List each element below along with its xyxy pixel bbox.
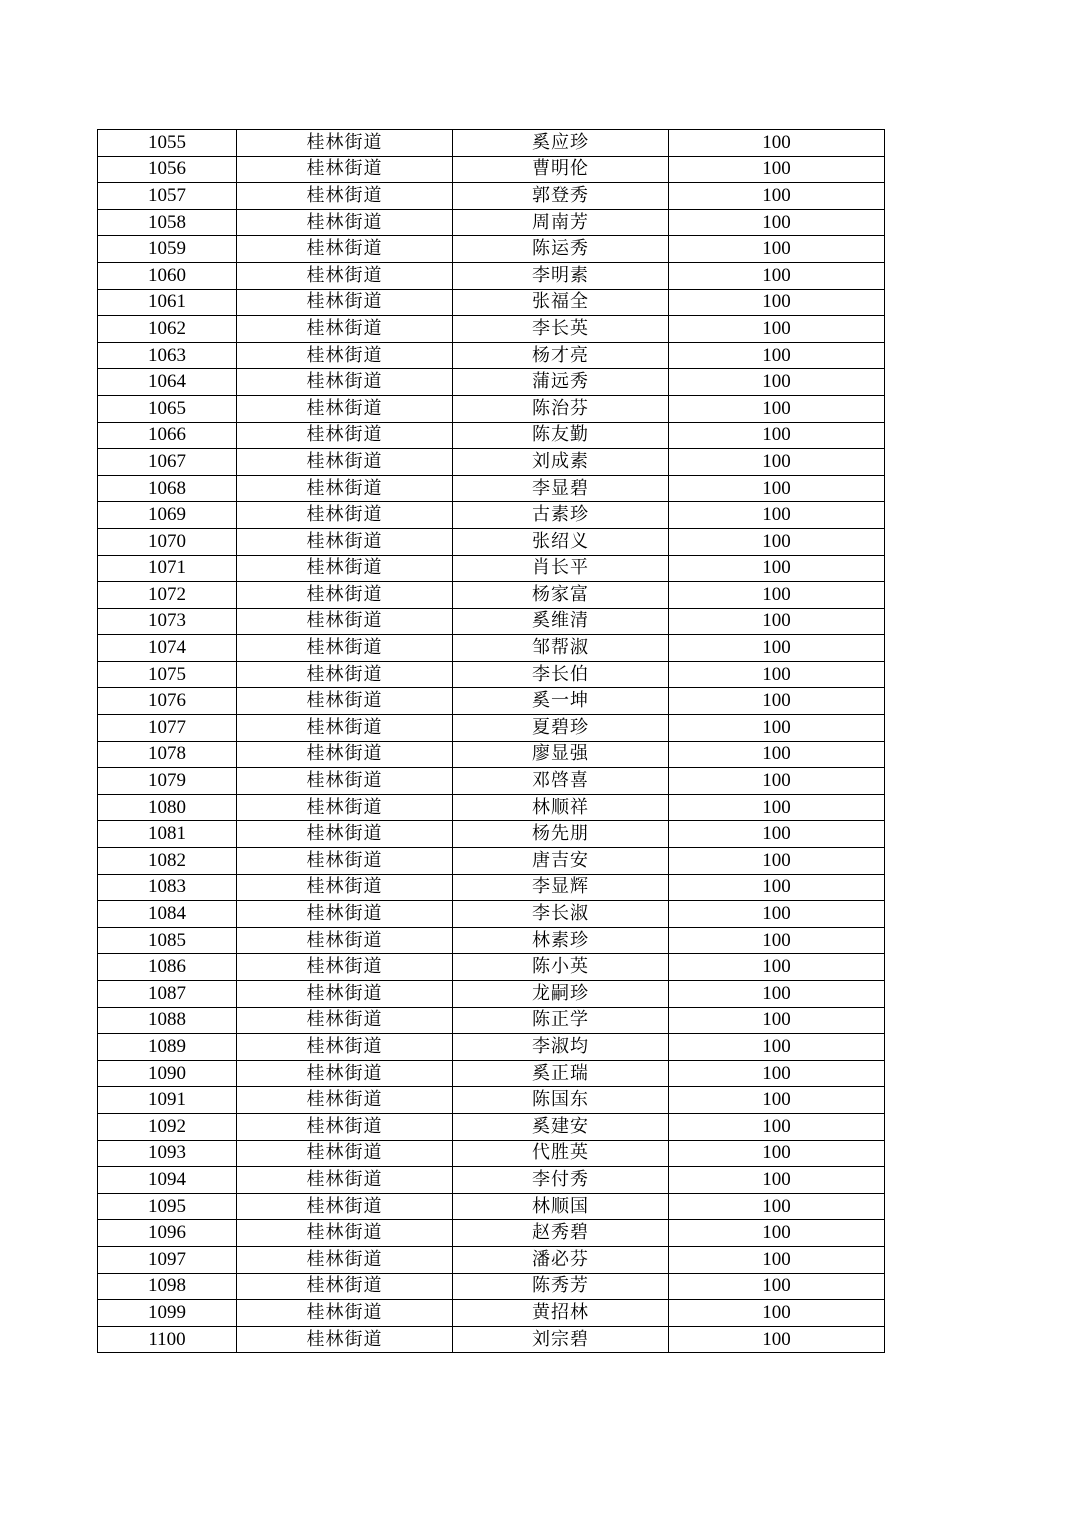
- cell-number: 1092: [98, 1113, 237, 1140]
- cell-name: 奚一坤: [453, 688, 669, 715]
- cell-street: 桂林街道: [237, 1007, 453, 1034]
- table-row: [98, 874, 885, 901]
- cell-amount: 100: [669, 794, 885, 821]
- cell-amount: 100: [669, 1113, 885, 1140]
- table-row: [98, 768, 885, 795]
- cell-number: 1100: [98, 1326, 237, 1353]
- table-row: [98, 475, 885, 502]
- cell-name: 李付秀: [453, 1167, 669, 1194]
- cell-name: 陈秀芳: [453, 1273, 669, 1300]
- cell-name: 陈治芬: [453, 395, 669, 422]
- cell-street: 桂林街道: [237, 1326, 453, 1353]
- cell-amount: 100: [669, 715, 885, 742]
- cell-amount: 100: [669, 342, 885, 369]
- cell-number: 1088: [98, 1007, 237, 1034]
- cell-street: 桂林街道: [237, 502, 453, 529]
- table-row: [98, 821, 885, 848]
- cell-number: 1097: [98, 1246, 237, 1273]
- cell-name: 刘成素: [453, 449, 669, 476]
- cell-number: 1069: [98, 502, 237, 529]
- table-row: [98, 954, 885, 981]
- cell-amount: 100: [669, 289, 885, 316]
- cell-amount: 100: [669, 422, 885, 449]
- table-row: [98, 981, 885, 1008]
- cell-name: 李显碧: [453, 475, 669, 502]
- cell-number: 1068: [98, 475, 237, 502]
- table-row: [98, 236, 885, 263]
- cell-street: 桂林街道: [237, 848, 453, 875]
- cell-name: 唐吉安: [453, 848, 669, 875]
- cell-amount: 100: [669, 768, 885, 795]
- cell-number: 1065: [98, 395, 237, 422]
- cell-street: 桂林街道: [237, 1193, 453, 1220]
- cell-number: 1072: [98, 582, 237, 609]
- cell-name: 肖长平: [453, 555, 669, 582]
- cell-street: 桂林街道: [237, 688, 453, 715]
- table-row: [98, 1113, 885, 1140]
- cell-number: 1075: [98, 661, 237, 688]
- cell-amount: 100: [669, 130, 885, 157]
- table-row: [98, 927, 885, 954]
- cell-street: 桂林街道: [237, 528, 453, 555]
- table-row: [98, 209, 885, 236]
- table-row: [98, 715, 885, 742]
- cell-name: 郭登秀: [453, 183, 669, 210]
- cell-street: 桂林街道: [237, 342, 453, 369]
- cell-amount: 100: [669, 821, 885, 848]
- cell-street: 桂林街道: [237, 741, 453, 768]
- cell-number: 1070: [98, 528, 237, 555]
- cell-amount: 100: [669, 395, 885, 422]
- cell-street: 桂林街道: [237, 449, 453, 476]
- cell-number: 1091: [98, 1087, 237, 1114]
- cell-amount: 100: [669, 1034, 885, 1061]
- cell-street: 桂林街道: [237, 1113, 453, 1140]
- cell-name: 曹明伦: [453, 156, 669, 183]
- cell-street: 桂林街道: [237, 794, 453, 821]
- cell-amount: 100: [669, 661, 885, 688]
- cell-name: 夏碧珍: [453, 715, 669, 742]
- cell-name: 黄招林: [453, 1300, 669, 1327]
- cell-amount: 100: [669, 1193, 885, 1220]
- table-row: [98, 794, 885, 821]
- cell-number: 1073: [98, 608, 237, 635]
- cell-amount: 100: [669, 156, 885, 183]
- table-body: [98, 130, 885, 1353]
- cell-number: 1095: [98, 1193, 237, 1220]
- cell-amount: 100: [669, 582, 885, 609]
- cell-number: 1090: [98, 1060, 237, 1087]
- cell-amount: 100: [669, 1060, 885, 1087]
- cell-street: 桂林街道: [237, 130, 453, 157]
- cell-name: 代胜英: [453, 1140, 669, 1167]
- table-row: [98, 1273, 885, 1300]
- cell-name: 陈友勤: [453, 422, 669, 449]
- table-row: [98, 741, 885, 768]
- cell-street: 桂林街道: [237, 209, 453, 236]
- cell-number: 1064: [98, 369, 237, 396]
- cell-street: 桂林街道: [237, 981, 453, 1008]
- table-row: [98, 1246, 885, 1273]
- cell-amount: 100: [669, 901, 885, 928]
- cell-name: 潘必芬: [453, 1246, 669, 1273]
- cell-street: 桂林街道: [237, 1034, 453, 1061]
- cell-amount: 100: [669, 1167, 885, 1194]
- cell-amount: 100: [669, 236, 885, 263]
- cell-street: 桂林街道: [237, 1300, 453, 1327]
- cell-street: 桂林街道: [237, 369, 453, 396]
- table-row: [98, 1300, 885, 1327]
- cell-name: 刘宗碧: [453, 1326, 669, 1353]
- cell-street: 桂林街道: [237, 1167, 453, 1194]
- cell-street: 桂林街道: [237, 768, 453, 795]
- cell-street: 桂林街道: [237, 395, 453, 422]
- table-row: [98, 395, 885, 422]
- cell-street: 桂林街道: [237, 661, 453, 688]
- cell-street: 桂林街道: [237, 927, 453, 954]
- cell-amount: 100: [669, 874, 885, 901]
- cell-amount: 100: [669, 1273, 885, 1300]
- cell-amount: 100: [669, 183, 885, 210]
- cell-number: 1057: [98, 183, 237, 210]
- cell-number: 1096: [98, 1220, 237, 1247]
- cell-number: 1084: [98, 901, 237, 928]
- cell-number: 1083: [98, 874, 237, 901]
- cell-number: 1055: [98, 130, 237, 157]
- cell-number: 1067: [98, 449, 237, 476]
- cell-number: 1086: [98, 954, 237, 981]
- cell-name: 奚维清: [453, 608, 669, 635]
- cell-number: 1094: [98, 1167, 237, 1194]
- cell-number: 1060: [98, 262, 237, 289]
- table-row: [98, 1220, 885, 1247]
- table-row: [98, 1167, 885, 1194]
- cell-street: 桂林街道: [237, 1246, 453, 1273]
- table-row: [98, 1140, 885, 1167]
- cell-name: 李显辉: [453, 874, 669, 901]
- cell-amount: 100: [669, 316, 885, 343]
- cell-name: 李淑均: [453, 1034, 669, 1061]
- cell-name: 陈正学: [453, 1007, 669, 1034]
- cell-number: 1081: [98, 821, 237, 848]
- cell-number: 1080: [98, 794, 237, 821]
- cell-number: 1085: [98, 927, 237, 954]
- cell-amount: 100: [669, 1300, 885, 1327]
- cell-amount: 100: [669, 1140, 885, 1167]
- table-row: [98, 555, 885, 582]
- cell-number: 1062: [98, 316, 237, 343]
- table-row: [98, 1007, 885, 1034]
- cell-name: 李长淑: [453, 901, 669, 928]
- cell-street: 桂林街道: [237, 1140, 453, 1167]
- table-row: [98, 1060, 885, 1087]
- cell-name: 奚应珍: [453, 130, 669, 157]
- table-row: [98, 183, 885, 210]
- cell-name: 古素珍: [453, 502, 669, 529]
- cell-street: 桂林街道: [237, 1087, 453, 1114]
- cell-name: 奚正瑞: [453, 1060, 669, 1087]
- cell-street: 桂林街道: [237, 821, 453, 848]
- cell-amount: 100: [669, 449, 885, 476]
- cell-name: 周南芳: [453, 209, 669, 236]
- table-row: [98, 422, 885, 449]
- cell-name: 邓啓喜: [453, 768, 669, 795]
- cell-street: 桂林街道: [237, 183, 453, 210]
- cell-amount: 100: [669, 209, 885, 236]
- cell-street: 桂林街道: [237, 1273, 453, 1300]
- cell-amount: 100: [669, 1007, 885, 1034]
- cell-street: 桂林街道: [237, 422, 453, 449]
- cell-amount: 100: [669, 954, 885, 981]
- cell-name: 林顺国: [453, 1193, 669, 1220]
- cell-name: 林顺祥: [453, 794, 669, 821]
- cell-street: 桂林街道: [237, 1060, 453, 1087]
- cell-amount: 100: [669, 1220, 885, 1247]
- cell-amount: 100: [669, 502, 885, 529]
- table-row: [98, 1326, 885, 1353]
- cell-name: 杨才亮: [453, 342, 669, 369]
- table-row: [98, 130, 885, 157]
- cell-amount: 100: [669, 369, 885, 396]
- cell-name: 张福全: [453, 289, 669, 316]
- cell-street: 桂林街道: [237, 262, 453, 289]
- table-row: [98, 289, 885, 316]
- table-row: [98, 262, 885, 289]
- cell-street: 桂林街道: [237, 555, 453, 582]
- cell-amount: 100: [669, 1246, 885, 1273]
- cell-street: 桂林街道: [237, 316, 453, 343]
- cell-amount: 100: [669, 635, 885, 662]
- cell-name: 廖显强: [453, 741, 669, 768]
- cell-name: 龙嗣珍: [453, 981, 669, 1008]
- cell-street: 桂林街道: [237, 901, 453, 928]
- table-row: [98, 342, 885, 369]
- cell-name: 奚建安: [453, 1113, 669, 1140]
- table-row: [98, 369, 885, 396]
- data-table: [97, 129, 885, 1353]
- cell-amount: 100: [669, 262, 885, 289]
- cell-street: 桂林街道: [237, 1220, 453, 1247]
- cell-street: 桂林街道: [237, 156, 453, 183]
- cell-number: 1093: [98, 1140, 237, 1167]
- cell-name: 林素珍: [453, 927, 669, 954]
- table-row: [98, 316, 885, 343]
- cell-amount: 100: [669, 981, 885, 1008]
- cell-amount: 100: [669, 741, 885, 768]
- cell-name: 李长英: [453, 316, 669, 343]
- cell-number: 1089: [98, 1034, 237, 1061]
- cell-name: 赵秀碧: [453, 1220, 669, 1247]
- cell-name: 陈运秀: [453, 236, 669, 263]
- cell-street: 桂林街道: [237, 608, 453, 635]
- cell-street: 桂林街道: [237, 289, 453, 316]
- cell-amount: 100: [669, 555, 885, 582]
- cell-number: 1066: [98, 422, 237, 449]
- cell-name: 陈国东: [453, 1087, 669, 1114]
- cell-name: 杨先朋: [453, 821, 669, 848]
- cell-number: 1082: [98, 848, 237, 875]
- cell-number: 1077: [98, 715, 237, 742]
- cell-name: 李长伯: [453, 661, 669, 688]
- table-row: [98, 156, 885, 183]
- cell-number: 1058: [98, 209, 237, 236]
- cell-number: 1063: [98, 342, 237, 369]
- table-row: [98, 1034, 885, 1061]
- table-row: [98, 502, 885, 529]
- table-row: [98, 635, 885, 662]
- cell-number: 1078: [98, 741, 237, 768]
- cell-number: 1099: [98, 1300, 237, 1327]
- cell-name: 邹帮淑: [453, 635, 669, 662]
- cell-name: 杨家富: [453, 582, 669, 609]
- cell-amount: 100: [669, 608, 885, 635]
- cell-street: 桂林街道: [237, 582, 453, 609]
- cell-name: 张绍义: [453, 528, 669, 555]
- cell-number: 1056: [98, 156, 237, 183]
- cell-number: 1087: [98, 981, 237, 1008]
- cell-amount: 100: [669, 1087, 885, 1114]
- cell-amount: 100: [669, 848, 885, 875]
- cell-name: 陈小英: [453, 954, 669, 981]
- table-row: [98, 608, 885, 635]
- table-row: [98, 848, 885, 875]
- cell-street: 桂林街道: [237, 874, 453, 901]
- cell-street: 桂林街道: [237, 635, 453, 662]
- table-row: [98, 582, 885, 609]
- table-row: [98, 661, 885, 688]
- table-row: [98, 688, 885, 715]
- cell-amount: 100: [669, 528, 885, 555]
- table-row: [98, 449, 885, 476]
- cell-street: 桂林街道: [237, 475, 453, 502]
- table-row: [98, 528, 885, 555]
- cell-street: 桂林街道: [237, 236, 453, 263]
- cell-number: 1076: [98, 688, 237, 715]
- cell-number: 1074: [98, 635, 237, 662]
- cell-amount: 100: [669, 475, 885, 502]
- cell-amount: 100: [669, 688, 885, 715]
- cell-name: 李明素: [453, 262, 669, 289]
- cell-number: 1098: [98, 1273, 237, 1300]
- cell-street: 桂林街道: [237, 954, 453, 981]
- cell-amount: 100: [669, 927, 885, 954]
- cell-number: 1061: [98, 289, 237, 316]
- cell-name: 蒲远秀: [453, 369, 669, 396]
- cell-number: 1079: [98, 768, 237, 795]
- table-row: [98, 901, 885, 928]
- cell-number: 1059: [98, 236, 237, 263]
- cell-amount: 100: [669, 1326, 885, 1353]
- cell-street: 桂林街道: [237, 715, 453, 742]
- cell-number: 1071: [98, 555, 237, 582]
- table-row: [98, 1193, 885, 1220]
- table-row: [98, 1087, 885, 1114]
